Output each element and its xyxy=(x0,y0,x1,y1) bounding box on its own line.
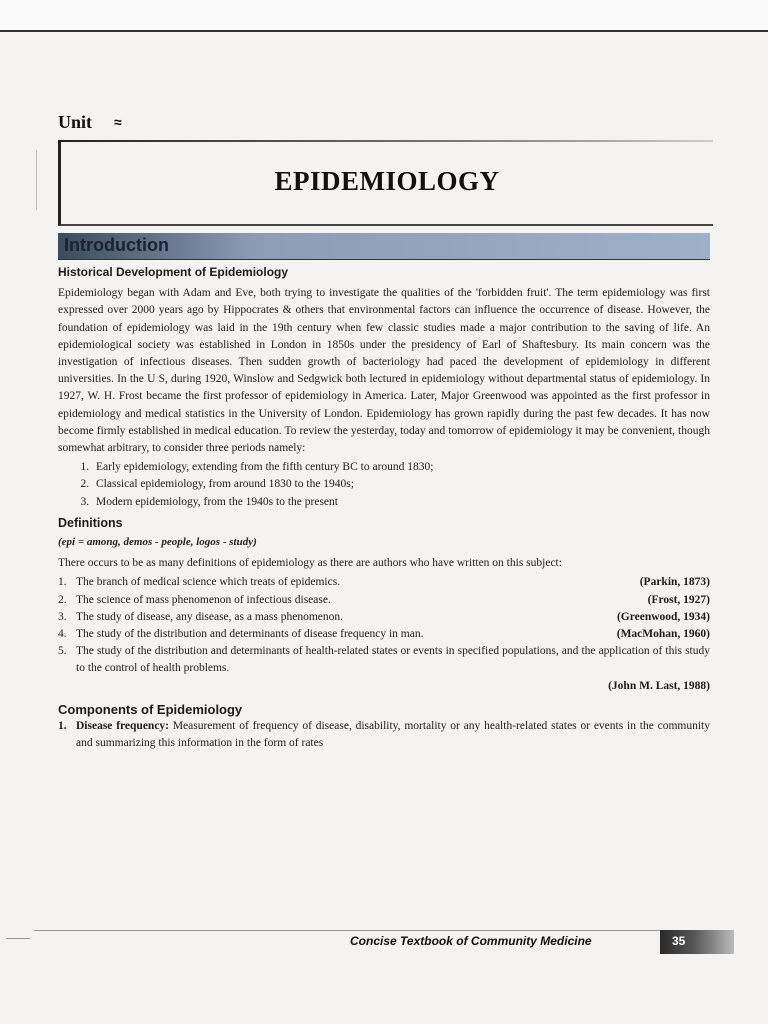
definition-text: The study of the distribution and determinants of health-related states or events in specified populations, and the application of this study to the control of health problems. xyxy=(76,645,710,675)
definition-number: 2. xyxy=(58,593,67,606)
section-banner-label: Introduction xyxy=(64,235,169,255)
definition-text: The study of the distribution and determinants of disease frequency in man. xyxy=(76,628,424,641)
definition-source: (MacMohan, 1960) xyxy=(616,628,710,641)
list-item: 1. Early epidemiology, extending from the fifth century BC to around 1830; xyxy=(92,459,710,476)
definition-item xyxy=(58,592,710,609)
title-frame xyxy=(58,140,713,226)
top-rule xyxy=(0,30,768,32)
definition-number: 4. xyxy=(58,628,67,641)
list-item: 3. Modern epidemiology, from the 1940s to the present xyxy=(92,494,710,511)
etymology-note: (epi = among, demos - people, logos - study) xyxy=(58,536,257,549)
running-footer-title: Concise Textbook of Community Medicine xyxy=(350,934,592,948)
historical-paragraph: Epidemiology began with Adam and Eve, both trying to investigate the qualities of the 'forbidden fruit'. The term epidemiology was first expressed over 2000 years ago by Hippocrates & others that environmental factors can influence the occurrence of disease. However, the foundation of epidemiology was laid in the 19th century when few classic studies made a major contribution to the saving of life. An epidemiological society was established in London in 1850s under the presidency of Earl of Shaftesbury. Its main concern was the investigation of infectious diseases. Then sudden growth of bacteriology had paced the development of epidemiology in different universities. In the U S, during 1920, Winslow and Sedgwick both lectured in epidemiology without departmental status of epidemiology. In 1927, W. H. Frost became the first professor of epidemiology in America. Later, Major Greenwood was appointed as the first professor in epidemiology and medical statistics in the University of London. Epidemiology has grown rapidly during the past few decades. It has now become firmly established in medical education. To review the yesterday, today and tomorrow of epidemiology it may be convenient, though somewhat arbitrary, to consider three periods namely: xyxy=(58,287,710,455)
periods-list xyxy=(58,459,710,511)
definition-source: (Frost, 1927) xyxy=(647,593,710,606)
margin-mark xyxy=(36,150,37,210)
definition-source: (Greenwood, 1934) xyxy=(616,610,710,623)
definition-number: 3. xyxy=(58,610,67,623)
definitions-intro: There occurs to be as many definitions of epidemiology as there are authors who have written on this subject: xyxy=(58,557,562,570)
component-description: Measurement of frequency of disease, disability, mortality or any health-related states or events in the community and summarizing this information in the form of rates xyxy=(76,720,710,750)
definition-number: 5. xyxy=(58,645,67,658)
unit-number-mark: ≈ xyxy=(114,114,122,130)
definitions-list xyxy=(58,574,710,694)
chapter-title: EPIDEMIOLOGY xyxy=(274,166,500,196)
footer-rule xyxy=(34,930,734,931)
definition-item xyxy=(58,643,710,677)
definitions-heading: Definitions xyxy=(58,515,123,530)
definition-text: The study of disease, any disease, as a mass phenomenon. xyxy=(76,610,343,623)
component-item xyxy=(58,718,710,752)
component-number: 1. xyxy=(58,720,67,733)
definition-text: The branch of medical science which treats of epidemics. xyxy=(76,576,341,589)
definition-item xyxy=(58,626,710,643)
historical-heading: Historical Development of Epidemiology xyxy=(58,265,289,279)
top-margin xyxy=(0,0,768,30)
components-heading: Components of Epidemiology xyxy=(58,701,243,717)
definition-number: 1. xyxy=(58,576,67,589)
component-text xyxy=(76,718,710,752)
definition-item xyxy=(58,574,710,591)
margin-mark xyxy=(6,938,30,939)
page-number-tab xyxy=(660,930,734,954)
page-number: 35 xyxy=(672,934,686,948)
list-item: 2. Classical epidemiology, from around 1830 to the 1940s; xyxy=(92,476,710,493)
definition-item xyxy=(58,609,710,626)
unit-label: Unit xyxy=(58,112,93,132)
component-label: Disease frequency: xyxy=(76,720,170,733)
definition-source: (Parkin, 1873) xyxy=(639,576,710,589)
section-banner xyxy=(58,233,710,260)
page-body xyxy=(58,264,710,752)
definition-source: (John M. Last, 1988) xyxy=(608,679,710,692)
definition-text: The science of mass phenomenon of infectious disease. xyxy=(76,593,331,606)
